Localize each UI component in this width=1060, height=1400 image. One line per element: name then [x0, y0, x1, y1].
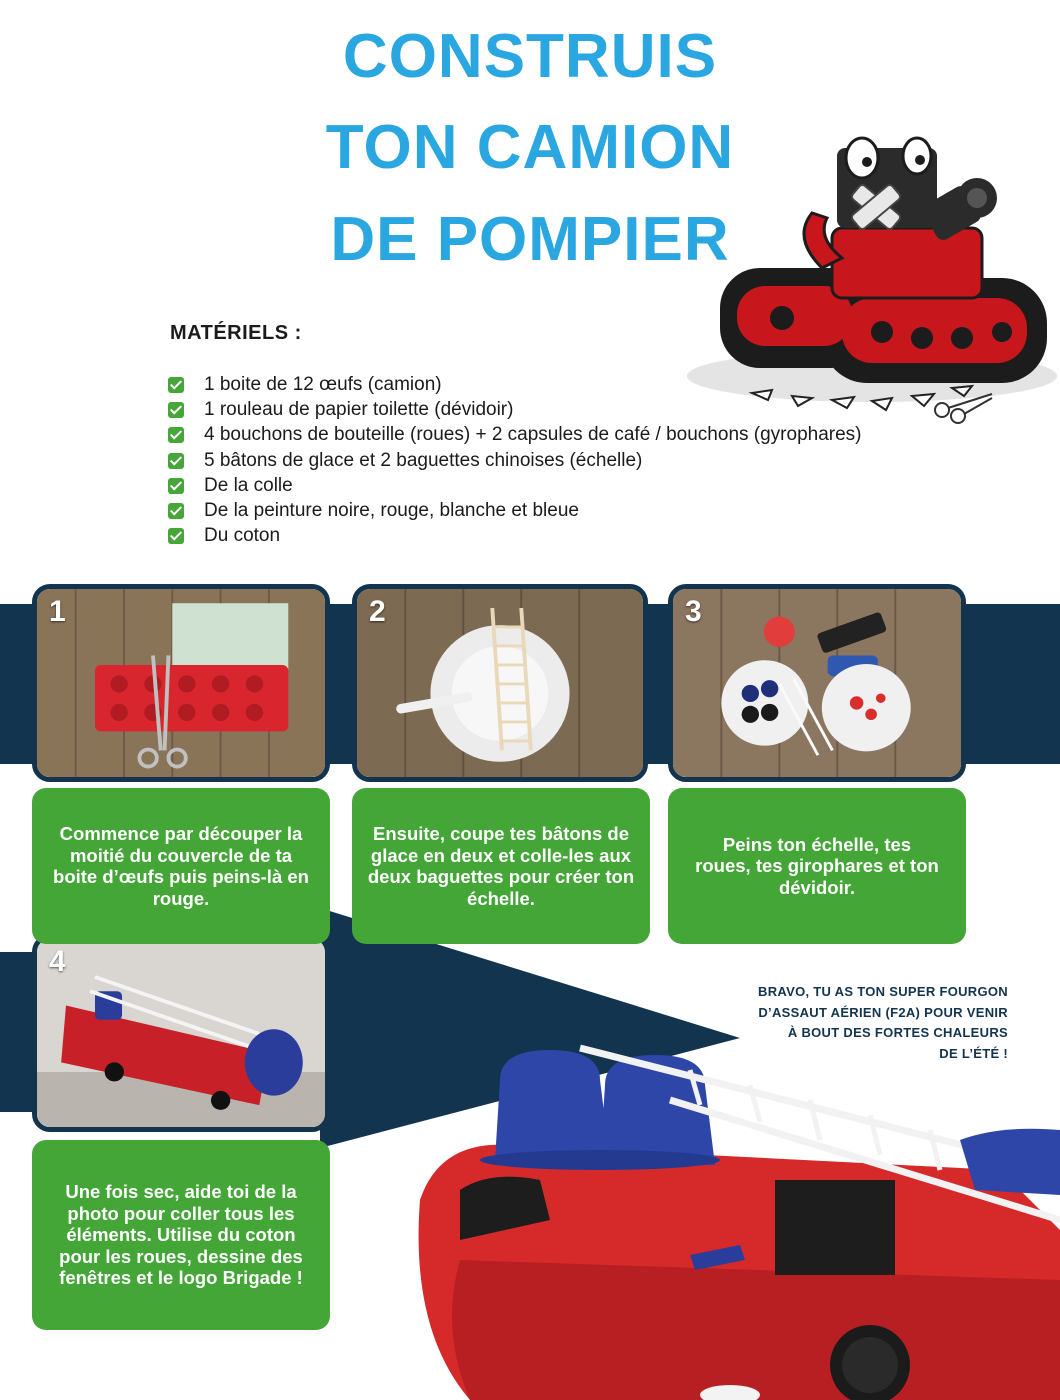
- step2-photo: [352, 584, 648, 782]
- material-text: 5 bâtons de glace et 2 baguettes chinoises (échelle): [204, 449, 643, 471]
- material-text: Du coton: [204, 525, 281, 547]
- list-item: [168, 524, 862, 549]
- list-item: [168, 498, 862, 523]
- step3-photo: [668, 584, 966, 782]
- bravo-line-3: À BOUT DES FORTES CHALEURS: [787, 1025, 1008, 1040]
- step4-text: Une fois sec, aide toi de la photo pour coller tous les éléments. Utilise du coton pour les roues, dessine des fenêtres et le logo Brigade !: [59, 1181, 303, 1289]
- material-text: 1 boite de 12 œufs (camion): [204, 373, 442, 395]
- title-line-2: TON CAMION: [325, 113, 735, 182]
- material-text: 4 bouchons de bouteille (roues) + 2 capsules de café / bouchons (gyrophares): [204, 424, 862, 446]
- checkmark-icon: [168, 478, 184, 494]
- title-line-3: DE POMPIER: [330, 205, 730, 274]
- checkmark-icon: [168, 453, 184, 469]
- step2-card: [352, 788, 650, 944]
- step3-number: 3: [685, 595, 702, 628]
- step4-photo: [32, 934, 330, 1132]
- list-item: [168, 372, 862, 397]
- checkmark-icon: [168, 402, 184, 418]
- checkmark-icon: [168, 377, 184, 393]
- bravo-line-1: BRAVO, TU AS TON SUPER FOURGON: [758, 984, 1008, 999]
- step4-card: [32, 1140, 330, 1330]
- bravo-line-4: DE L’ÉTÉ !: [939, 1045, 1008, 1061]
- list-item: [168, 473, 862, 498]
- step1-number: 1: [49, 595, 66, 628]
- material-text: 1 rouleau de papier toilette (dévidoir): [204, 398, 514, 420]
- material-text: De la colle: [204, 474, 293, 496]
- checkmark-icon: [168, 503, 184, 519]
- checkmark-icon: [168, 528, 184, 544]
- list-item: [168, 397, 862, 422]
- list-item: [168, 423, 862, 448]
- step2-text: Ensuite, coupe tes bâtons de glace en deux et colle-les aux deux baguettes pour créer ton échelle.: [367, 823, 635, 909]
- step1-photo: [32, 584, 330, 782]
- step2-number: 2: [369, 595, 386, 628]
- materials-list: [168, 372, 862, 549]
- step3-text: Peins ton échelle, tes roues, tes girophares et ton dévidoir.: [695, 833, 939, 898]
- step1-text: Commence par découper la moitié du couvercle de ta boite d’œufs puis peins-là en rouge.: [53, 823, 309, 909]
- checkmark-icon: [168, 427, 184, 443]
- materials-heading: MATÉRIELS :: [170, 322, 302, 344]
- finished-truck-photo: [400, 1030, 1060, 1400]
- title-line-1: CONSTRUIS: [342, 22, 718, 91]
- step4-number: 4: [49, 945, 66, 978]
- list-item: [168, 448, 862, 473]
- material-text: De la peinture noire, rouge, blanche et bleue: [204, 500, 579, 522]
- step3-card: [668, 788, 966, 944]
- step1-card: [32, 788, 330, 944]
- bravo-line-2: D’ASSAUT AÉRIEN (F2A) POUR VENIR: [758, 1004, 1008, 1020]
